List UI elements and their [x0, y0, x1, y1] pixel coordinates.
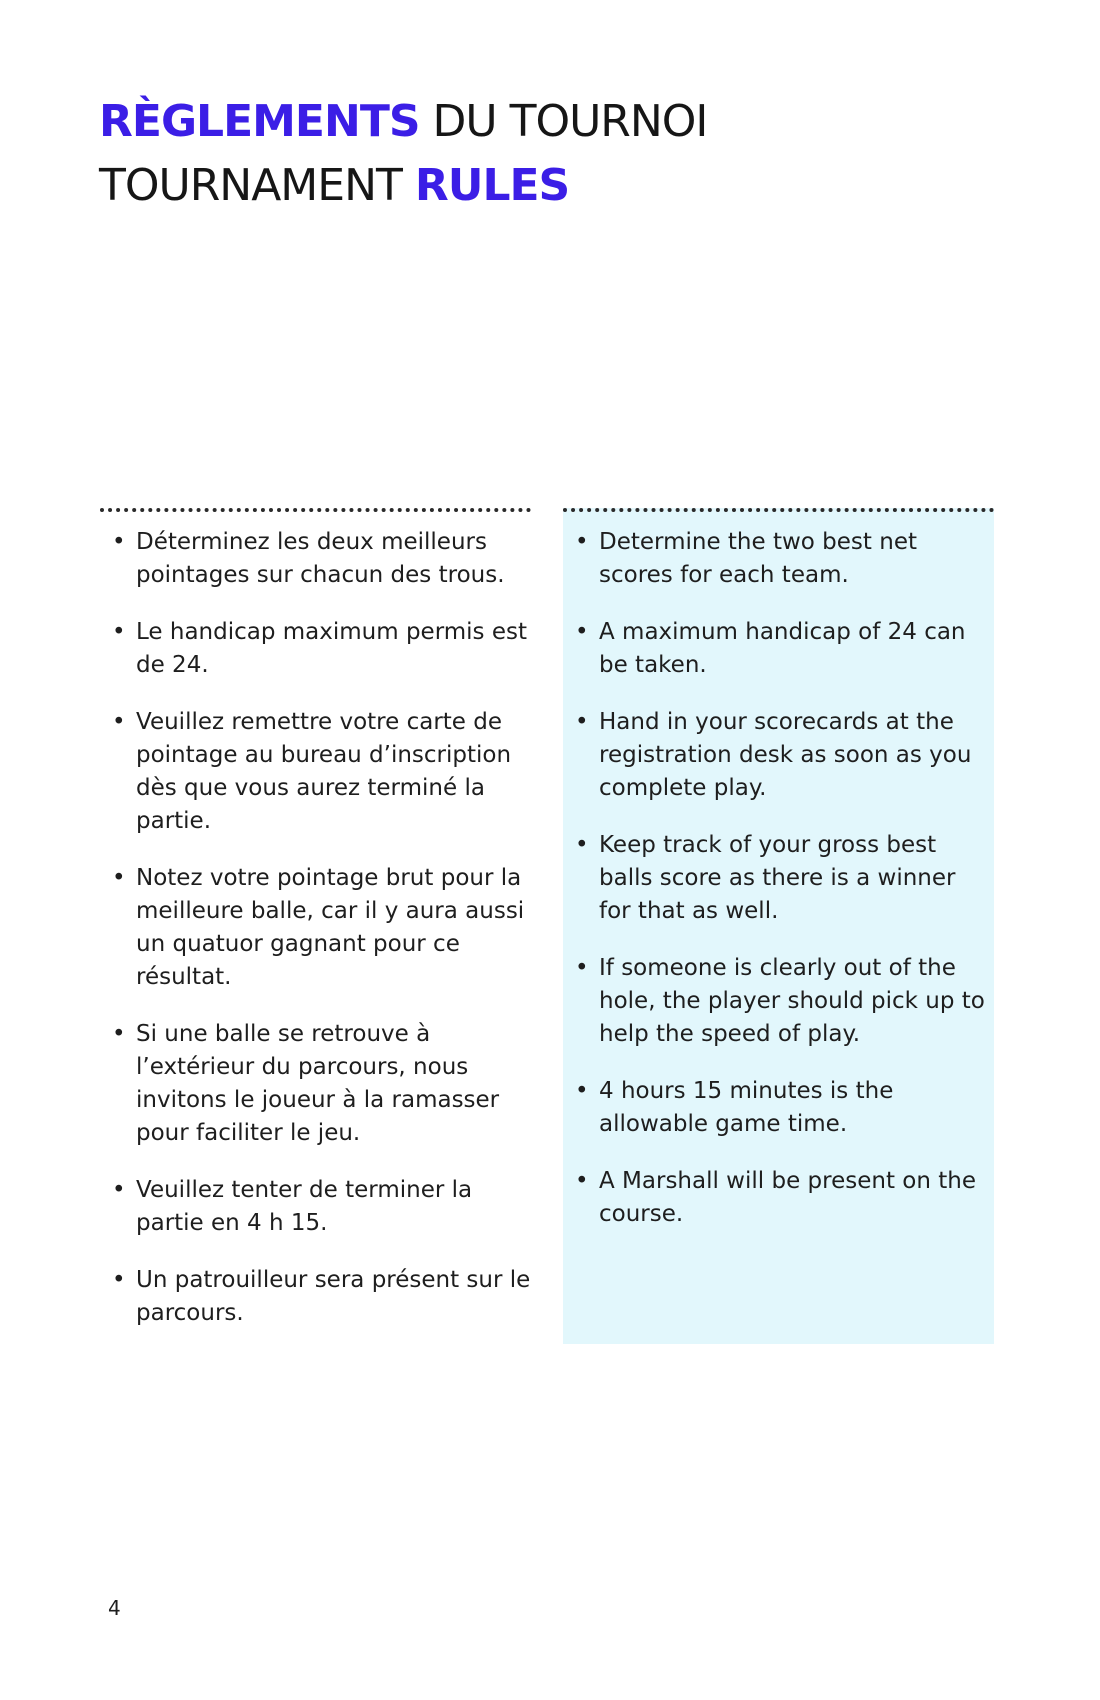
title-rest-en: TOURNAMENT [99, 160, 415, 211]
rule-item-en: • 4 hours 15 minutes is the allowable game time. [563, 1075, 994, 1141]
rule-item-en: • Determine the two best net scores for each team. [563, 526, 994, 592]
title-accent-fr: RÈGLEMENTS [99, 96, 420, 147]
rule-item-en: • Keep track of your gross best balls score as there is a winner for that as well. [563, 829, 994, 928]
rule-item-fr: • Un patrouilleur sera présent sur le parcours. [100, 1264, 531, 1330]
rule-item-en: • If someone is clearly out of the hole, the player should pick up to help the speed of play. [563, 952, 994, 1051]
page-title [99, 90, 707, 218]
rule-item-fr: • Veuillez tenter de terminer la partie en 4 h 15. [100, 1174, 531, 1240]
rule-item-fr: • Veuillez remettre votre carte de pointage au bureau d’inscription dès que vous aurez terminé la partie. [100, 706, 531, 838]
rule-item-fr: • Si une balle se retrouve à l’extérieur du parcours, nous invitons le joueur à la ramasser pour faciliter le jeu. [100, 1018, 531, 1150]
rule-item-fr: • Notez votre pointage brut pour la meilleure balle, car il y aura aussi un quatuor gagnant pour ce résultat. [100, 862, 531, 994]
title-rest-fr: DU TOURNOI [419, 96, 708, 147]
rules-french-column [100, 508, 531, 1354]
rule-item-en: • A maximum handicap of 24 can be taken. [563, 616, 994, 682]
rules-english-column [563, 508, 994, 1344]
title-accent-en: RULES [414, 160, 570, 211]
rule-item-en: • Hand in your scorecards at the registration desk as soon as you complete play. [563, 706, 994, 805]
rule-item-en: • A Marshall will be present on the course. [563, 1165, 994, 1231]
rules-list-fr [100, 512, 531, 1330]
rule-item-fr: • Déterminez les deux meilleurs pointages sur chacun des trous. [100, 526, 531, 592]
page-number: 4 [108, 1596, 121, 1620]
rule-item-fr: • Le handicap maximum permis est de 24. [100, 616, 531, 682]
rules-list-en [563, 512, 994, 1231]
